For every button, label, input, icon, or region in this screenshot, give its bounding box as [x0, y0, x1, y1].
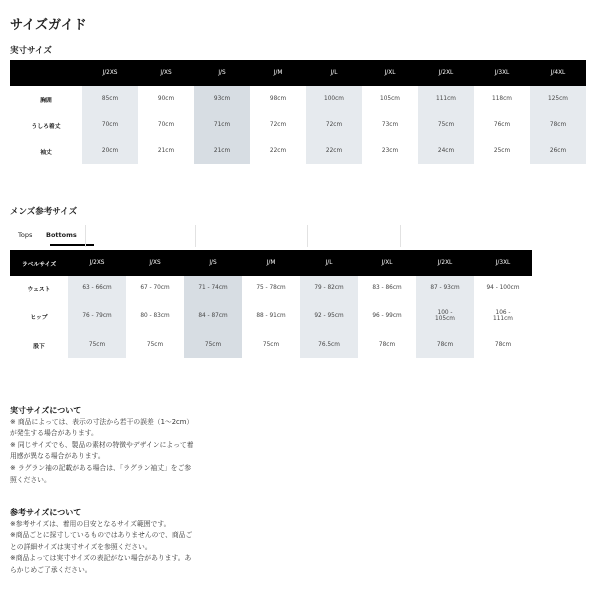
actual-size-heading: 実寸サイズ: [10, 46, 52, 56]
table-cell: 71cm: [194, 112, 250, 138]
size-column-header: J/XL: [358, 250, 416, 276]
note-line: ※商品よっては実寸サイズの表記がない場合があります。あ: [10, 554, 192, 563]
tab-divider: [400, 225, 401, 247]
row-label: ヒップ: [30, 314, 48, 321]
table-cell: 76.5cm: [300, 332, 358, 358]
mens-reference-table: [10, 250, 532, 358]
table-cell: 22cm: [306, 138, 362, 164]
note-line: ※ ラグラン袖の記載がある場合は、「ラグラン袖丈」をご参: [10, 463, 192, 472]
tab-divider: [307, 225, 308, 247]
table-row: [10, 112, 586, 138]
notes-actual-heading: 実寸サイズについて: [10, 406, 82, 415]
table-cell: 78cm: [378, 342, 396, 348]
header-label: ラベルサイズ: [10, 250, 68, 276]
table-cell: 87 - 93cm: [416, 276, 474, 300]
mens-reference-heading: メンズ参考サイズ: [10, 207, 78, 217]
size-column-header: J/S: [194, 60, 250, 86]
table-cell: 76 - 79cm: [68, 300, 126, 332]
table-cell: 72cm: [269, 122, 287, 128]
size-column-header: J/4XL: [530, 60, 586, 86]
row-label: うしろ着丈: [31, 123, 61, 130]
table-cell: 75cm: [184, 332, 242, 358]
table-cell: 75cm: [418, 112, 474, 138]
table-cell: 84 - 87cm: [184, 300, 242, 332]
note-line: ※参考サイズは、着用の目安となるサイズ範囲です。: [10, 519, 171, 528]
page-title: サイズガイド: [10, 18, 87, 33]
table-cell: 26cm: [530, 138, 586, 164]
table-cell: 21cm: [194, 138, 250, 164]
table-cell: 75cm: [262, 342, 280, 348]
note-line: ※ 商品によっては、表示の寸法から若干の誤差（1〜2cm）: [10, 417, 194, 426]
table-row: [10, 276, 532, 300]
table-row: [10, 300, 532, 332]
size-column-header: J/L: [306, 60, 362, 86]
size-column-header: J/S: [184, 250, 242, 276]
note-line: が発生する場合があります。: [10, 429, 98, 438]
notes-reference-heading: 参考サイズについて: [10, 508, 82, 517]
table-cell: 75cm: [68, 332, 126, 358]
table-cell: 25cm: [493, 148, 511, 154]
table-cell: 63 - 66cm: [68, 276, 126, 300]
table-cell: 92 - 95cm: [300, 300, 358, 332]
table-cell: 78cm: [530, 112, 586, 138]
table-cell: 83 - 86cm: [372, 285, 402, 291]
table-cell: 67 - 70cm: [140, 285, 170, 291]
table-cell: 125cm: [530, 86, 586, 112]
size-column-header: J/M: [250, 60, 306, 86]
reference-size-notes: [10, 507, 192, 577]
table-cell: 80 - 83cm: [140, 313, 170, 319]
table-cell: 21cm: [157, 148, 175, 154]
size-column-header: J/XS: [126, 250, 184, 276]
active-tab-underline: [50, 244, 94, 246]
table-cell: 118cm: [492, 96, 512, 102]
tab-divider: [195, 225, 196, 247]
size-column-header: J/2XL: [416, 250, 474, 276]
table-row: [10, 86, 586, 112]
table-cell: 106 - 111cm: [493, 310, 513, 322]
note-line: 照ください。: [10, 475, 51, 484]
size-tabs: [10, 225, 530, 247]
table-cell: 76cm: [493, 122, 511, 128]
table-cell: 70cm: [82, 112, 138, 138]
table-cell: 72cm: [306, 112, 362, 138]
size-column-header: J/2XS: [82, 60, 138, 86]
note-line: ※ 同じサイズでも、製品の素材の特徴やデザインによって着: [10, 440, 194, 449]
note-line: との詳細サイズは実寸サイズを参照ください。: [10, 542, 152, 551]
actual-size-notes: [10, 405, 194, 486]
table-cell: 105cm: [380, 96, 400, 102]
table-cell: 93cm: [194, 86, 250, 112]
size-column-header: J/2XS: [68, 250, 126, 276]
table-cell: 90cm: [157, 96, 175, 102]
table-cell: 100 - 105cm: [416, 300, 474, 332]
table-cell: 85cm: [82, 86, 138, 112]
table-cell: 24cm: [418, 138, 474, 164]
note-line: 用感が異なる場合があります。: [10, 452, 105, 461]
table-cell: 98cm: [269, 96, 287, 102]
tab-bottoms[interactable]: Bottoms: [46, 231, 77, 239]
table-cell: 88 - 91cm: [256, 313, 286, 319]
table-cell: 96 - 99cm: [372, 313, 402, 319]
table-cell: 75 - 78cm: [256, 285, 286, 291]
table-cell: 71 - 74cm: [184, 276, 242, 300]
table-row: [10, 332, 532, 358]
table-cell: 22cm: [269, 148, 287, 154]
row-label: 胸囲: [40, 97, 52, 104]
note-line: ※商品ごとに採寸しているものではありませんので、商品ご: [10, 531, 193, 540]
table-cell: 20cm: [82, 138, 138, 164]
table-cell: 73cm: [381, 122, 399, 128]
table-cell: 75cm: [146, 342, 164, 348]
row-label: ウェスト: [27, 286, 51, 293]
tab-tops[interactable]: Tops: [18, 231, 33, 239]
header-label: [10, 60, 82, 86]
table-cell: 78cm: [416, 332, 474, 358]
size-column-header: J/2XL: [418, 60, 474, 86]
actual-size-table: [10, 60, 586, 164]
table-cell: 94 - 100cm: [486, 285, 520, 291]
table-cell: 111cm: [418, 86, 474, 112]
size-column-header: J/3XL: [474, 60, 530, 86]
size-column-header: J/L: [300, 250, 358, 276]
note-line: らかじめご了承ください。: [10, 565, 92, 574]
row-label: 股下: [33, 343, 45, 350]
row-label: 袖丈: [40, 149, 52, 156]
table-row: [10, 138, 586, 164]
table-cell: 78cm: [494, 342, 512, 348]
table-cell: 79 - 82cm: [300, 276, 358, 300]
table-cell: 23cm: [381, 148, 399, 154]
size-column-header: J/3XL: [474, 250, 532, 276]
size-column-header: J/XL: [362, 60, 418, 86]
tab-divider: [85, 225, 86, 247]
size-column-header: J/M: [242, 250, 300, 276]
size-column-header: J/XS: [138, 60, 194, 86]
table-cell: 70cm: [157, 122, 175, 128]
table-cell: 100cm: [306, 86, 362, 112]
